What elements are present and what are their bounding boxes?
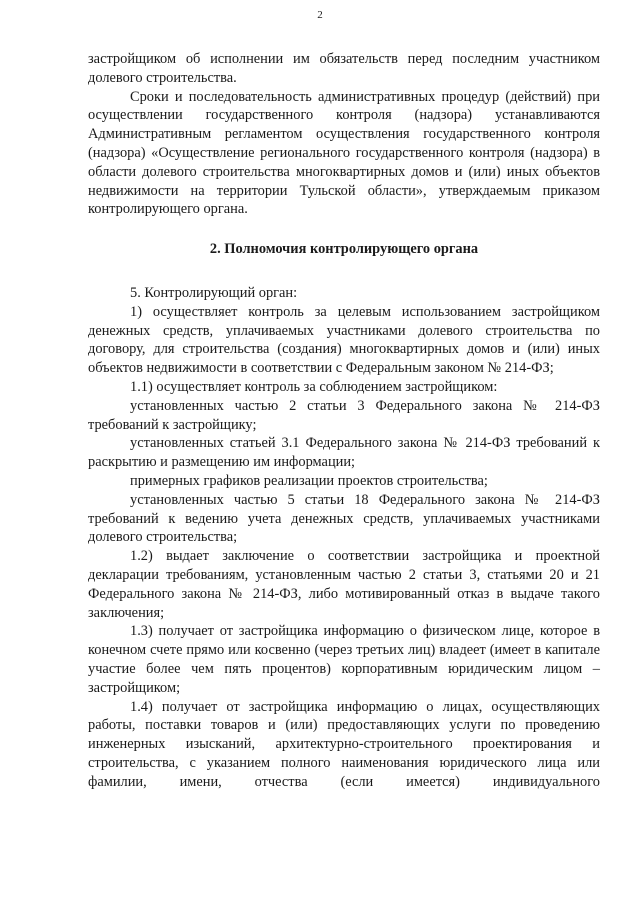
paragraph-procedures: Сроки и последовательность административных процедур (действий) при осуществлении государственного контроля (надзора) устанавливаются Административным регламентом осуществления государственного контроля (надзора) «Осуществление регионального государственного контроля (надзора) в области долевого строительства многоквартирных домов и (или) иных объектов недвижимости на территории Тульской области», утверждаемым приказом контролирующего органа.: [88, 88, 600, 218]
paragraph-continuation: застройщиком об исполнении им обязательств перед последним участником долевого строительства.: [88, 51, 600, 86]
paragraph-item-1-1: 1.1) осуществляет контроль за соблюдением застройщиком:: [130, 378, 498, 395]
paragraph-schedules: примерных графиков реализации проектов строительства;: [130, 472, 488, 489]
paragraph-item-5: 5. Контролирующий орган:: [130, 284, 298, 301]
paragraph-requirements-disclosure: установленных статьей 3.1 Федерального закона № 214-ФЗ требований к раскрытию и размещению им информации;: [88, 435, 600, 471]
paragraph-item-1-3: 1.3) получает от застройщика информацию о физическом лице, которое в конечном счете прямо или косвенно (через третьих лиц) владеет (имеет в капитале участие более чем пять процентов) корпоративным юридическим лицом – застройщиком;: [88, 623, 600, 696]
page-number: 2: [317, 9, 323, 21]
paragraph-item-1: 1) осуществляет контроль за целевым использованием застройщиком денежных средств, уплачиваемых участниками долевого строительства по договору, для строительства (создания) многоквартирных домов и (или) иных объектов недвижимости в соответствии с Федеральным законом № 214-ФЗ;: [88, 303, 600, 377]
paragraph-item-1-2: 1.2) выдает заключение о соответствии застройщика и проектной декларации требованиям, установленным частью 2 статьи 3, статьями 20 и 21 Федерального закона № 214-ФЗ, либо мотивированный отказ в выдаче такого заключения;: [88, 548, 600, 621]
paragraph-requirements-developer: установленных частью 2 статьи 3 Федерального закона № 214-ФЗ требований к застройщику;: [88, 397, 600, 433]
paragraph-requirements-accounting: установленных частью 5 статьи 18 Федерального закона № 214-ФЗ требований к ведению учета денежных средств, уплачиваемых участниками долевого строительства;: [88, 491, 600, 546]
document-body: [88, 50, 600, 791]
section-heading: 2. Полномочия контролирующего органа: [209, 241, 479, 258]
paragraph-item-1-4: 1.4) получает от застройщика информацию о лицах, осуществляющих работы, поставки товаров и (или) предоставляющих услуги по проведению инженерных изысканий, архитектурно-строительного проектирования и строительства, с указанием полного наименования юридического лица или фамилии, имени, отчества (если имеется) индивидуального: [88, 698, 600, 790]
